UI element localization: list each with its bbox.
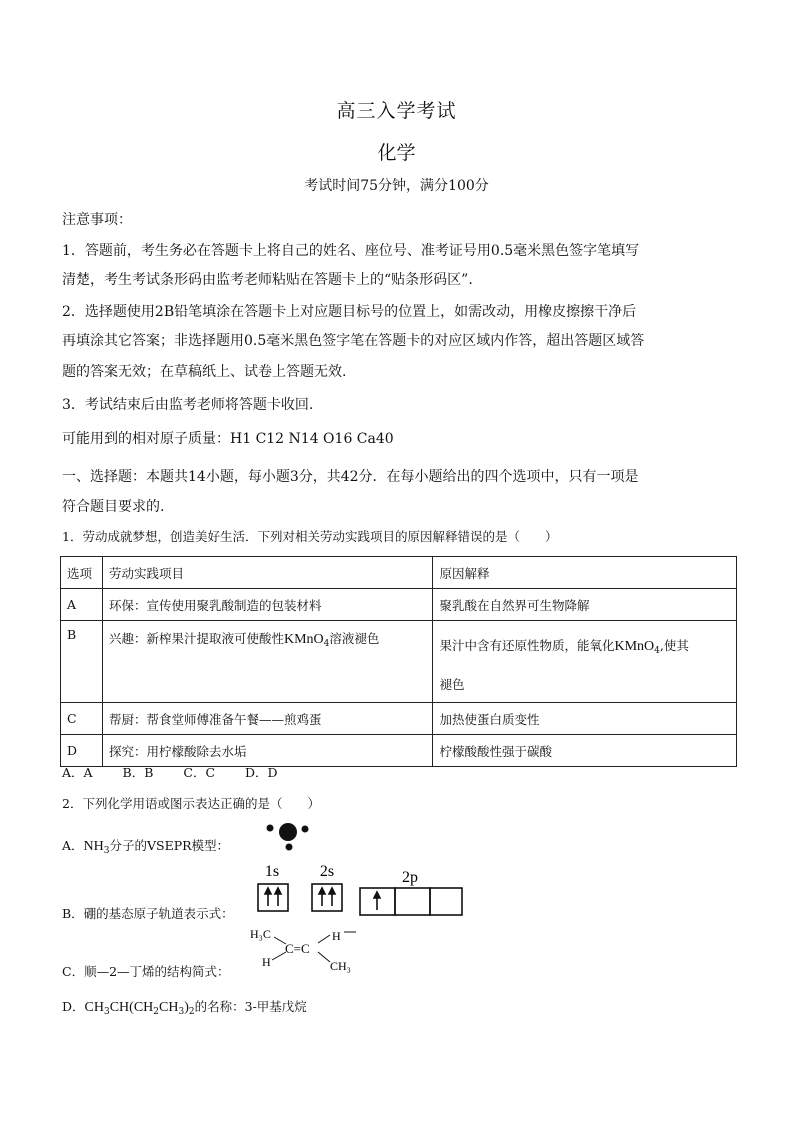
reason-text: 褪色 bbox=[439, 677, 465, 692]
section-1-line-1: 一、选择题：本题共14小题，每小题3分，共42分．在每小题给出的四个选项中，只有一项是 bbox=[62, 469, 639, 485]
chem-formula: CH bbox=[159, 1000, 179, 1015]
reason-text: 果汁中含有还原性物质，能氧化 bbox=[439, 638, 615, 653]
chem-formula: NH bbox=[83, 839, 104, 854]
subject-title: 化学 bbox=[377, 142, 416, 164]
table-row bbox=[61, 589, 737, 621]
structure-formula bbox=[248, 922, 363, 978]
subscript: 2 bbox=[188, 1007, 195, 1017]
row-project: 探究：用柠檬酸除去水垢 bbox=[102, 735, 432, 767]
orbital-label-2s: 2s bbox=[319, 863, 335, 880]
note-2-line-3: 题的答案无效；在草稿纸上、试卷上答题无效. bbox=[62, 364, 347, 380]
row-option: D bbox=[61, 735, 103, 767]
row-reason: 柠檬酸酸性强于碳酸 bbox=[433, 735, 737, 767]
orbital-diagram bbox=[250, 858, 465, 920]
header-reason: 原因解释 bbox=[433, 557, 737, 589]
q2-option-d bbox=[62, 998, 307, 1021]
subscript: 4 bbox=[654, 646, 660, 656]
atom-h-right: H bbox=[332, 929, 341, 943]
row-project: 帮厨：帮食堂师傅准备午餐——煎鸡蛋 bbox=[102, 703, 432, 735]
subscript: 3 bbox=[103, 1007, 110, 1017]
row-project: 环保：宣传使用聚乳酸制造的包装材料 bbox=[102, 589, 432, 621]
option-a: A．A bbox=[62, 765, 93, 780]
question-2-stem: 2．下列化学用语或图示表达正确的是（ ） bbox=[62, 796, 320, 811]
exam-title: 高三入学考试 bbox=[336, 100, 457, 122]
question-1-table bbox=[60, 556, 737, 767]
note-1-line-2: 清楚，考生考试条形码由监考老师粘贴在答题卡上的“贴条形码区”. bbox=[62, 272, 473, 288]
orbital-label-1s: 1s bbox=[264, 863, 280, 880]
subscript: 3 bbox=[178, 1007, 185, 1017]
subscript: 3 bbox=[103, 846, 110, 856]
row-option: C bbox=[61, 703, 103, 735]
option-label: A． bbox=[62, 838, 84, 853]
exam-time-info: 考试时间75分钟，满分100分 bbox=[304, 178, 489, 194]
subscript: 4 bbox=[323, 639, 330, 649]
reason-text: ,使其 bbox=[659, 638, 689, 653]
chem-formula: KMnO bbox=[614, 639, 655, 654]
group-ch3-right: CH₃ bbox=[330, 959, 351, 973]
project-text: 兴趣：新榨果汁提取液可使酸性 bbox=[108, 631, 284, 646]
atomic-mass-info: 可能用到的相对原子质量：H1 C12 N14 O16 Ca40 bbox=[62, 431, 394, 447]
question-1-options bbox=[62, 764, 278, 782]
row-option: A bbox=[61, 589, 103, 621]
table-row bbox=[61, 621, 737, 703]
chem-formula: CH bbox=[84, 1000, 104, 1015]
orbital-label-2p: 2p bbox=[402, 869, 418, 886]
row-reason: 加热使蛋白质变性 bbox=[433, 703, 737, 735]
chem-formula: (CH bbox=[129, 1000, 154, 1015]
header-project: 劳动实践项目 bbox=[102, 557, 432, 589]
table-header-row bbox=[61, 557, 737, 589]
q2-option-c: C．顺—2—丁烯的结构简式： bbox=[62, 964, 230, 979]
subscript: 2 bbox=[153, 1007, 160, 1017]
q2-option-a bbox=[62, 837, 229, 860]
group-ch3-left: H₃C bbox=[250, 927, 271, 941]
option-text: 分子的VSEPR模型： bbox=[109, 838, 230, 853]
option-text: 的名称：3-甲基戊烷 bbox=[194, 999, 307, 1014]
row-project bbox=[102, 621, 432, 703]
option-c: C．C bbox=[183, 765, 216, 780]
q2-option-b: B．硼的基态原子轨道表示式： bbox=[62, 906, 234, 921]
double-bond: C=C bbox=[285, 941, 310, 956]
vsepr-model-icon bbox=[262, 820, 312, 852]
notes-heading: 注意事项： bbox=[62, 212, 132, 228]
note-2-line-2: 再填涂其它答案；非选择题用0.5毫米黑色签字笔在答题卡的对应区域内作答，超出答题区域答 bbox=[62, 333, 645, 349]
note-1-line-1: 1．答题前，考生务必在答题卡上将自己的姓名、座位号、准考证号用0.5毫米黑色签字笔填写 bbox=[62, 243, 640, 259]
table-row bbox=[61, 735, 737, 767]
option-d: D．D bbox=[244, 765, 278, 780]
row-reason bbox=[433, 621, 737, 703]
note-3: 3．考试结束后由监考老师将答题卡收回. bbox=[62, 397, 314, 413]
project-text: 溶液褪色 bbox=[329, 631, 380, 646]
option-label: D． bbox=[62, 999, 85, 1014]
note-2-line-1: 2．选择题使用2B铅笔填涂在答题卡上对应题目标号的位置上，如需改动，用橡皮擦擦干净后 bbox=[62, 304, 637, 320]
row-option: B bbox=[61, 621, 103, 703]
atom-h-left: H bbox=[262, 955, 271, 969]
section-1-line-2: 符合题目要求的. bbox=[62, 499, 165, 515]
chem-formula: KMnO bbox=[283, 632, 324, 647]
chem-formula: ) bbox=[184, 1000, 189, 1015]
chem-formula: CH bbox=[109, 1000, 130, 1015]
row-reason: 聚乳酸在自然界可生物降解 bbox=[433, 589, 737, 621]
option-b: B．B bbox=[122, 765, 154, 780]
table-row bbox=[61, 703, 737, 735]
header-option: 选项 bbox=[61, 557, 103, 589]
question-1-stem: 1．劳动成就梦想，创造美好生活．下列对相关劳动实践项目的原因解释错误的是（ ） bbox=[62, 529, 558, 544]
